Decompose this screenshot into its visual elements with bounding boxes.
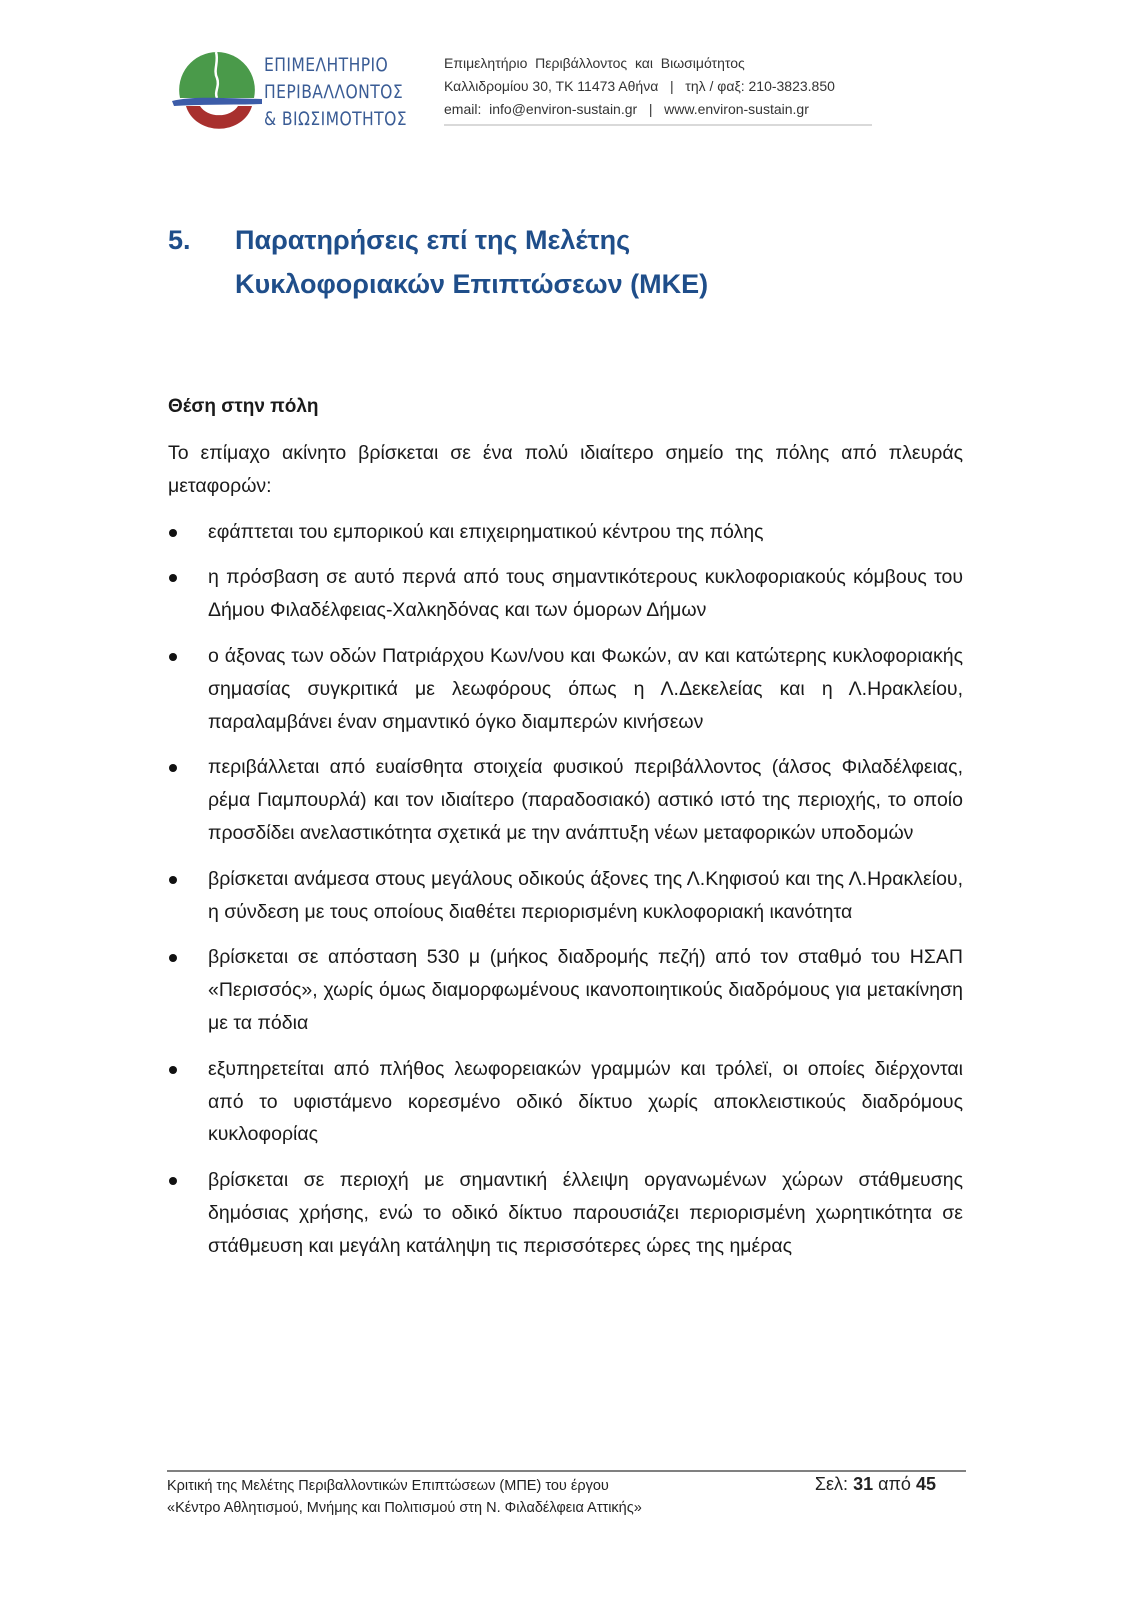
subheading: Θέση στην πόλη: [168, 396, 319, 417]
organization-address: Καλλιδρομίου 30, ΤΚ 11473 Αθήνα | τηλ / φαξ: 210-3823.850: [444, 78, 835, 94]
page-current: 31: [853, 1474, 874, 1494]
intro-paragraph: Το επίμαχο ακίνητο βρίσκεται σε ένα πολύ ιδιαίτερο σημείο της πόλης από πλευράς μεταφορών:: [168, 442, 963, 497]
section-number: 5.: [168, 225, 191, 255]
section-title: [235, 218, 795, 306]
list-item: [168, 863, 963, 929]
list-item-text: βρίσκεται σε απόσταση 530 μ (μήκος διαδρομής πεζή) από τον σταθμό του ΗΣΑΠ «Περισσός», χωρίς όμως διαμορφωμένους ικανοποιητικούς διαδρόμους για μετακίνηση με τα πόδια: [208, 946, 963, 1034]
page-footer: [167, 1470, 966, 1516]
logo-emblem-icon: [172, 46, 262, 136]
section-title-line-2: Κυκλοφοριακών Επιπτώσεων (ΜΚΕ): [235, 269, 709, 299]
list-item: [168, 1053, 963, 1151]
page-separator: από: [878, 1474, 911, 1494]
list-item-text: εξυπηρετείται από πλήθος λεωφορειακών γραμμών και τρόλεϊ, οι οποίες διέρχονται από το υφιστάμενο κορεσμένο οδικό δίκτυο χωρίς αποκλειστικούς διαδρόμους κυκλοφορίας: [208, 1057, 963, 1146]
list-item-text: ο άξονας των οδών Πατριάρχου Κων/νου και Φωκών, αν και κατώτερης κυκλοφοριακής σημασίας συγκριτικά με λεωφόρους όπως η Λ.Δεκελείας και η Λ.Ηρακλείου, παραλαμβάνει έναν σημαντικό όγκο διαμπερών κινήσεων: [208, 644, 963, 733]
list-item: [168, 1164, 963, 1262]
list-item-text: εφάπτεται του εμπορικού και επιχειρηματικού κέντρου της πόλης: [208, 520, 764, 543]
organization-contact: email: info@environ-sustain.gr | www.environ-sustain.gr: [444, 101, 809, 117]
list-item: [168, 640, 963, 738]
list-item: [168, 516, 963, 549]
page-number: [815, 1474, 936, 1495]
page-label: Σελ:: [814, 1474, 849, 1494]
footer-divider: [167, 1470, 966, 1472]
list-item: [168, 561, 963, 627]
logo-line-2: ΠΕΡΙΒΑΛΛΟΝΤΟΣ: [264, 81, 404, 103]
organization-info: [444, 52, 872, 126]
bullet-list: [168, 516, 963, 1263]
logo-text: [264, 52, 407, 133]
organization-name: Επιμελητήριο Περιβάλλοντος και Βιωσιμότητος: [444, 55, 745, 71]
document-body: [168, 437, 963, 1276]
footer-document-title: Κριτική της Μελέτης Περιβαλλοντικών Επιπτώσεων (ΜΠΕ) του έργου: [167, 1478, 609, 1494]
organization-logo: [168, 44, 418, 136]
footer-project-title: «Κέντρο Αθλητισμού, Μνήμης και Πολιτισμού στη Ν. Φιλαδέλφεια Αττικής»: [167, 1500, 642, 1516]
logo-line-3: & ΒΙΩΣΙΜΟΤΗΤΟΣ: [264, 108, 408, 130]
list-item-text: περιβάλλεται από ευαίσθητα στοιχεία φυσικού περιβάλλοντος (άλσος Φιλαδέλφειας, ρέμα Γιαμπουρλά) και τον ιδιαίτερο (παραδοσιακό) αστικό ιστό της περιοχής, το οποίο προσδίδει ανελαστικότητα σχετικά με την ανάπτυξη νέων μεταφορικών υποδομών: [208, 756, 963, 844]
logo-line-1: ΕΠΙΜΕΛΗΤΗΡΙΟ: [264, 54, 389, 76]
section-title-line-1: Παρατηρήσεις επί της Μελέτης: [235, 225, 631, 255]
list-item-text: βρίσκεται ανάμεσα στους μεγάλους οδικούς άξονες της Λ.Κηφισού και της Λ.Ηρακλείου, η σύνδεση με τους οποίους διαθέτει περιορισμένη κυκλοφοριακή ικανότητα: [208, 867, 963, 923]
list-item-text: βρίσκεται σε περιοχή με σημαντική έλλειψη οργανωμένων χώρων στάθμευσης δημόσιας χρήσης, ενώ το οδικό δίκτυο παρουσιάζει περιορισμένη χωρητικότητα σε στάθμευση και μεγάλη κατάληψη τις περισσότερες ώρες της ημέρας: [208, 1169, 963, 1257]
list-item-text: η πρόσβαση σε αυτό περνά από τους σημαντικότερους κυκλοφοριακούς κόμβους του Δήμου Φιλαδέλφειας-Χαλκηδόνας και των όμορων Δήμων: [208, 566, 963, 622]
header-divider: [444, 124, 872, 126]
list-item: [168, 941, 963, 1039]
list-item: [168, 751, 963, 849]
page-total: 45: [915, 1474, 936, 1494]
page-header: [168, 44, 880, 140]
